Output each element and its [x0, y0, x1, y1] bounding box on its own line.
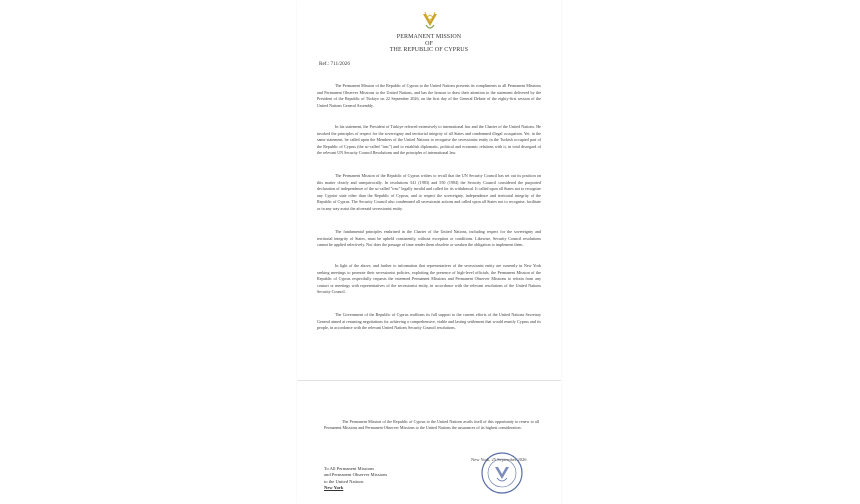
addressee-line-3: to the United Nations — [324, 478, 364, 484]
paragraph-5: In light of the above, and further to information that representatives of the secessionist entity are currently in New York seeking meetings to promote their secessionist policies, exploiting the presence of high-level officials, the Permanent Mission of the Republic of Cyprus respectfully requests the esteemed Permanent Missions and Permanent Observer Missions to refrain from any contact or meetings with representatives of the secessionist entity, in accordance with the relevant resolutions of the United Nations Security Council. — [317, 263, 541, 294]
heading-line-3: THE REPUBLIC OF CYPRUS — [389, 47, 469, 54]
document-page-1 — [297, 0, 561, 380]
paragraph-1: The Permanent Mission of the Republic of Cyprus to the United Nations presents its compliments to all Permanent Missions and Permanent Observer Missions to the United Nations, and has the honour to draw their attention to the statement delivered by the President of the Republic of Türkiye on 22 September 2026, on the first day of the General Debate of the eighty-first session of the United Nations General Assembly. — [317, 83, 541, 108]
document-page-2 — [297, 381, 561, 504]
paragraph-2: In his statement, the President of Türkiye referred extensively to international law and the Charter of the United Nations. He invoked the principles of respect for the sovereignty and territorial integrity of all States and condemned illegal occupation. Yet, in the same statement, he called upon the Members of the United Nations to recognise the secessionist entity in the Turkish occupied part of the Republic of Cyprus (the so-called "trnc") and to establish diplomatic, political and economic relations with it, in total disregard of the relevant UN Security Council Resolutions and the principles of international law. — [317, 124, 541, 155]
heading-line-1: PERMANENT MISSION — [396, 34, 462, 40]
mission-heading — [297, 34, 561, 54]
addressee-line-2: and Permanent Observer Missions — [324, 472, 388, 478]
addressee-block — [324, 466, 387, 492]
coat-of-arms-icon — [422, 12, 438, 32]
heading-line-2: OF — [425, 40, 433, 47]
paragraph-3: The Permanent Mission of the Republic of Cyprus wishes to recall that the UN Security Council has set out its position on this matter clearly and unequivocally. In resolutions 541 (1983) and 550 (1984) the Security Council considered the purported declaration of independence of the so-called "trnc" legally invalid and called for its withdrawal. It called upon all States not to recognise any Cypriot state other than the Republic of Cyprus, and to respect the sovereignty, independence and territorial integrity of the Republic of Cyprus. The Security Council also condemned all secessionist actions and called upon all States not to recognise, facilitate or in any way assist the aforesaid secessionist entity. — [317, 173, 541, 211]
addressee-city: New York — [324, 485, 344, 491]
place-and-date: New York, 25 September 2026 — [471, 457, 527, 462]
closing-paragraph: The Permanent Mission of the Republic of Cyprus to the United Nations avails itself of this opportunity to renew to all Permanent Missions and Permanent Observer Missions to the United Nations the assurances of its highest consideration. — [324, 419, 539, 431]
paragraph-6: The Government of the Republic of Cyprus reaffirms its full support to the current efforts of the United Nations Secretary General aimed at resuming negotiations for achieving a comprehensive, viable and lasting settlement that would reunify Cyprus and its people, in accordance with the relevant United Nations Security Council resolutions. — [317, 312, 541, 330]
reference-number: Ref.: 711/2026 — [319, 61, 350, 67]
addressee-line-1: To All Permanent Missions — [324, 466, 375, 471]
paragraph-4: The fundamental principles enshrined in the Charter of the United Nations, including respect for the sovereignty and territorial integrity of States, must be upheld consistently, without exception or conditions. Likewise, Security Council resolutions cannot be applied selectively. Nor does the passage of time render them obsolete or weaken the obligation to implement them. — [317, 229, 541, 247]
